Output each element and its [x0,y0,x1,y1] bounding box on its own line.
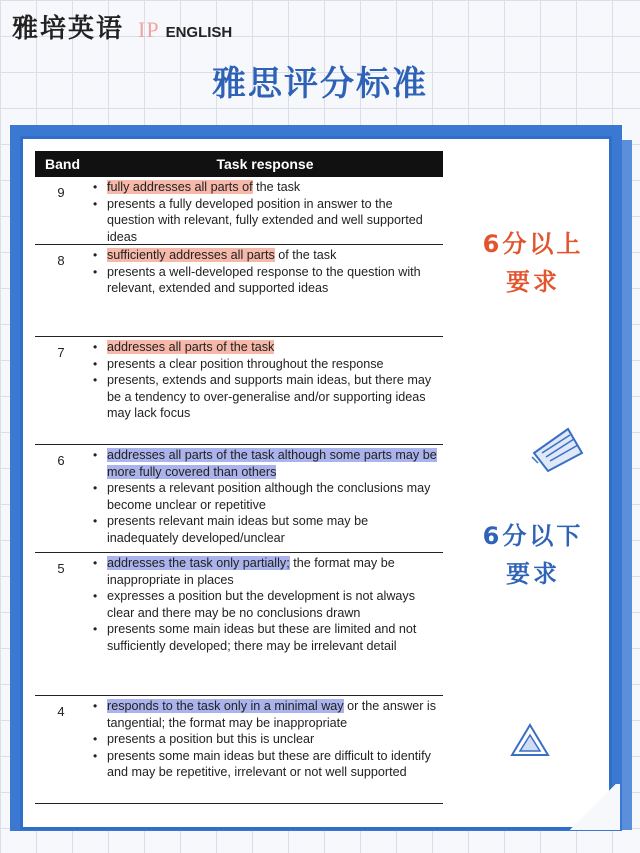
page-title: 雅思评分标准 [212,64,428,104]
table-body [35,177,443,804]
highlighted-phrase: fully addresses all parts of [107,180,253,194]
descriptor-text [107,555,439,588]
descriptor-text [107,339,274,356]
notebook-doodle-icon [528,423,586,475]
page-fold-corner [566,784,620,830]
bullet-icon: • [93,248,98,262]
bullet-icon: • [93,732,98,746]
descriptor-item [93,372,439,422]
bullet-icon: • [93,699,98,713]
table-row [35,337,443,445]
descriptor-item [93,555,439,588]
band-score: 7 [57,345,65,360]
descriptor-item [93,731,439,748]
band-score: 8 [57,253,65,268]
bullet-icon: • [93,264,98,279]
brand-chinese-name: 雅培英语 [12,14,125,44]
bullet-icon: • [93,448,98,462]
note-above-6 [458,225,608,301]
descriptor-item [93,356,439,373]
descriptor-item [93,196,439,246]
highlighted-phrase: responds to the task only in a minimal way [107,699,344,713]
descriptor-text: presents a clear position throughout the response [107,356,384,371]
descriptor-item [93,513,439,546]
descriptor-text: presents a relevant position although the conclusions may become unclear or repetitive [107,481,431,512]
triangle-doodle-icon [508,719,552,763]
bullet-icon: • [93,481,98,495]
descriptor-rest: of the task [274,248,337,262]
brand-english-name: ENGLISH [165,24,233,41]
note-below-line1: 6分以下 [482,522,584,550]
bullet-icon: • [93,514,98,528]
brand-logo [12,8,232,45]
descriptor-rest: the format may be inappropriate in places [107,556,395,587]
descriptor-rest: the task [252,180,301,194]
table-row [35,696,443,804]
descriptor-item [93,698,439,731]
table-row [35,177,443,245]
descriptor-text: presents, extends and supports main ideas, but there may be a tendency to over-generalise and/or supporting ideas may lack focus [107,373,432,420]
bullet-icon: • [93,180,98,194]
band-score: 6 [57,453,65,468]
descriptor-list [87,696,443,803]
table-row [35,445,443,553]
bullet-icon: • [93,196,98,211]
highlighted-phrase: addresses the task only partially; [107,556,290,570]
descriptor-list [87,337,443,444]
descriptor-text [107,179,300,196]
descriptor-list [87,445,443,552]
table-header [35,151,443,177]
band-descriptor-table [35,151,443,804]
brand-ip-mark: IP [138,17,160,42]
descriptor-text [107,698,439,731]
highlighted-phrase: addresses all parts of the task [107,340,275,354]
note-above-line2: 要求 [506,268,560,296]
bullet-icon: • [93,356,98,371]
descriptor-text: presents a fully developed position in answer to the question with relevant, fully extended and well supported ideas [107,196,423,244]
descriptor-text: presents a position but this is unclear [107,732,315,746]
descriptor-item [93,447,439,480]
descriptor-text: presents some main ideas but these are limited and not sufficiently developed; there may be irrelevant detail [107,622,417,653]
descriptor-rest: or the answer is tangential; the format may be inappropriate [107,699,437,730]
bullet-icon: • [93,373,98,387]
note-below-line2: 要求 [506,560,560,588]
bullet-icon: • [93,556,98,570]
descriptor-list [87,553,443,695]
highlighted-phrase: addresses all parts of the task although some parts may be more fully covered than others [107,448,437,479]
descriptor-text: presents a well-developed response to the question with relevant, extended and supported ideas [107,264,421,295]
header-task-response: Task response [216,156,314,172]
descriptor-list [87,245,443,336]
descriptor-item [93,339,439,356]
descriptor-text [107,447,439,480]
descriptor-item [93,264,439,297]
bullet-icon: • [93,340,98,354]
descriptor-item [93,480,439,513]
band-score: 9 [57,185,65,200]
note-below-6 [458,517,608,593]
band-score: 4 [57,704,65,719]
descriptor-item [93,179,439,196]
descriptor-list [87,177,443,244]
descriptor-item [93,588,439,621]
criteria-card [20,136,612,830]
table-row [35,245,443,337]
descriptor-item [93,621,439,654]
descriptor-text: presents some main ideas but these are difficult to identify and may be repetitive, irrelevant or not well supported [107,748,431,779]
descriptor-text: presents relevant main ideas but some may be inadequately developed/unclear [107,514,369,545]
bullet-icon: • [93,622,98,636]
descriptor-item [93,748,439,781]
bullet-icon: • [93,748,98,763]
bullet-icon: • [93,589,98,603]
descriptor-text [107,247,336,264]
descriptor-item [93,247,439,264]
table-row [35,553,443,696]
highlighted-phrase: sufficiently addresses all parts [107,248,275,262]
band-score: 5 [57,561,65,576]
descriptor-text: expresses a position but the development is not always clear and there may be no conclusions drawn [107,589,416,620]
header-band: Band [45,156,80,172]
card-side-strip [622,140,632,830]
note-above-line1: 6分以上 [482,230,584,258]
